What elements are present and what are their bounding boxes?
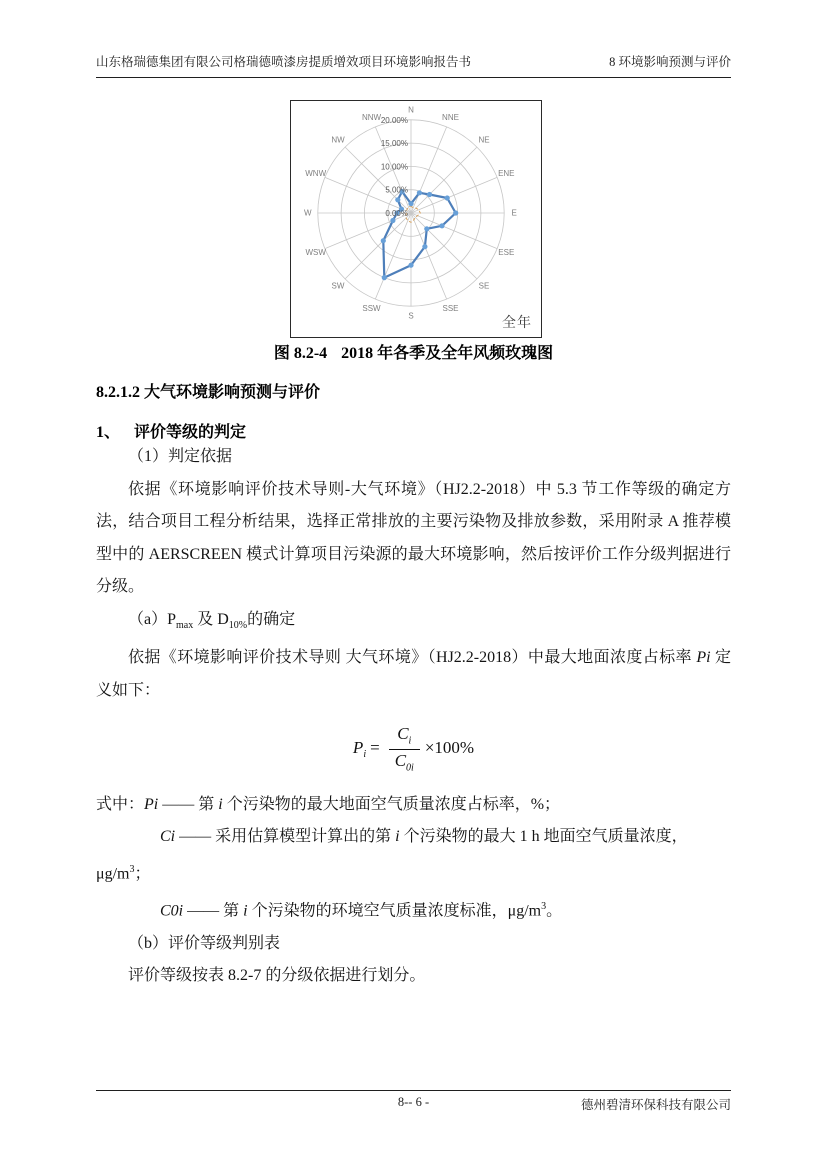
subsection-number: 1、 — [96, 424, 121, 441]
svg-text:15.00%: 15.00% — [380, 139, 408, 149]
data-point-marker — [424, 226, 429, 231]
figure-caption-number: 图 8.2-4 — [273, 345, 328, 362]
svg-text:5.00%: 5.00% — [385, 185, 408, 195]
data-point-marker — [439, 223, 444, 228]
data-point-marker — [453, 210, 458, 215]
svg-text:NE: NE — [478, 135, 490, 145]
figure-caption-title: 2018 年各季及全年风频玫瑰图 — [341, 345, 554, 362]
svg-text:SSE: SSE — [442, 303, 459, 313]
polar-grid — [318, 120, 504, 306]
data-point-marker — [445, 195, 450, 200]
svg-text:ENE: ENE — [498, 169, 515, 178]
paragraph-grade-division: 评价等级按表 8.2-7 的分级依据进行划分。 — [128, 967, 426, 985]
data-point-marker — [408, 201, 413, 206]
page-header — [96, 52, 731, 78]
radial-tick-labels — [381, 116, 408, 218]
data-point-marker — [422, 244, 427, 249]
page-number: 8-- 6 - — [397, 1095, 430, 1109]
formula-fraction: $\frac{C_i}{C_{0i}}$ — [389, 724, 420, 774]
wind-rose-figure — [290, 100, 542, 338]
subsection-title: 评价等级的判定 — [134, 424, 247, 441]
svg-text:S: S — [408, 311, 414, 321]
body-text — [96, 441, 731, 993]
paragraph-grade-table: （b）评价等级判别表 — [128, 934, 281, 952]
data-point-marker — [390, 218, 395, 223]
data-point-marker — [395, 197, 400, 202]
svg-text:WSW: WSW — [305, 248, 326, 257]
formula-pi: $P_i$ = $\frac{C_i}{C_{0i}}$ ×100% — [352, 724, 475, 773]
paragraph-pi-definition: 依据《环境影响评价技术导则 大气环境》（HJ2.2-2018）中最大地面浓度占标率 Pi 定义如下： — [96, 649, 731, 699]
data-point-marker — [382, 275, 387, 280]
figure-caption — [96, 340, 731, 363]
where-line-c0i: C0i —— 第 i 个污染物的环境空气质量浓度标准，$\mu g/m^3$。 — [160, 900, 563, 920]
svg-text:ESE: ESE — [498, 248, 515, 257]
where-line-ci-unit: $\mu g/m^3$； — [96, 863, 151, 883]
data-point-marker — [417, 190, 422, 195]
subsection-heading — [96, 419, 731, 442]
svg-text:0.00%: 0.00% — [385, 209, 408, 218]
svg-text:SSW: SSW — [362, 303, 381, 313]
where-line-ci: Ci —— 采用估算模型计算出的第 i 个污染物的最大 1 h 地面空气质量浓度， — [160, 828, 688, 846]
svg-text:SW: SW — [331, 281, 345, 291]
wind-rose-corner-label: 全年 — [502, 316, 532, 331]
paragraph-judgment-basis: （1）判定依据 — [128, 448, 233, 465]
footer-rule — [96, 1090, 731, 1091]
paragraph-pmax-d10: $(a)P_{max}$ 及 $D_{10\%}$的确定 — [128, 610, 296, 631]
footer-company: 德州碧清环保科技有限公司 — [580, 1098, 731, 1112]
where-line-pi: 式中：Pi —— 第 i 个污染物的最大地面空气质量浓度占标率，%； — [96, 795, 561, 813]
header-left-title: 山东格瑞德集团有限公司格瑞德喷漆房提质增效项目环境影响报告书 — [96, 55, 472, 69]
svg-text:WNW: WNW — [305, 169, 327, 178]
data-point-marker — [381, 238, 386, 243]
svg-text:SE: SE — [478, 281, 490, 291]
data-point-marker — [427, 192, 432, 197]
paragraph-method: 依据《环境影响评价技术导则-大气环境》（HJ2.2-2018）中 5.3 节工作等级的确定方法，结合项目工程分析结果，选择正常排放的主要污染物及排放参数，采用附录 A 推荐模型中的 AERSCREEN 模式计算项目污染源的最大环境影响，然后按评价工作分级判据进行分级。 — [96, 480, 731, 595]
data-point-marker — [408, 263, 413, 268]
svg-text:10.00%: 10.00% — [380, 162, 408, 172]
svg-text:W: W — [304, 208, 312, 218]
svg-text:NNW: NNW — [361, 113, 382, 123]
svg-text:E: E — [511, 208, 517, 218]
header-right-chapter: 8 环境影响预测与评价 — [609, 55, 731, 69]
svg-text:20.00%: 20.00% — [380, 115, 408, 125]
section-heading: 8.2.1.2 大气环境影响预测与评价 — [96, 384, 321, 401]
svg-text:NW: NW — [331, 135, 345, 145]
wind-rose-chart — [291, 101, 541, 337]
svg-text:N: N — [408, 105, 414, 115]
svg-text:NNE: NNE — [442, 113, 459, 123]
